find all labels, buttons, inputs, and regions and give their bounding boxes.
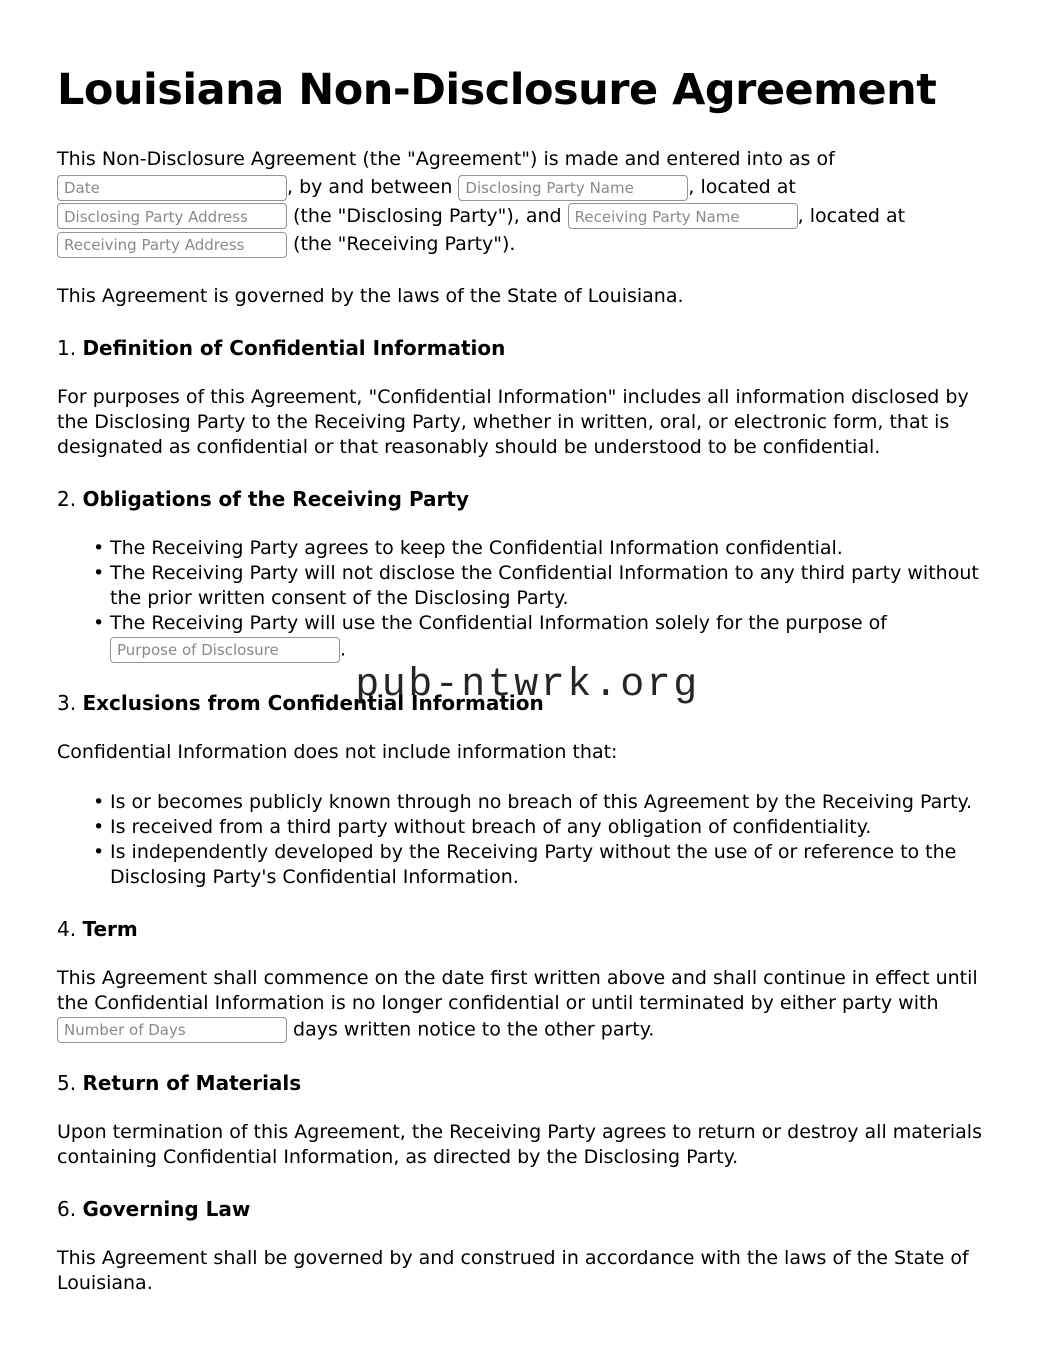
section-2-title: Obligations of the Receiving Party xyxy=(82,486,470,511)
date-input[interactable] xyxy=(57,175,287,201)
disclosing-party-name-input[interactable] xyxy=(458,175,688,201)
list-item: • Is or becomes publicly known through no breach of this Agreement by the Receiving Party. xyxy=(110,790,998,815)
section-3-heading xyxy=(57,662,998,715)
section-6-number: 6. xyxy=(57,1196,77,1221)
section-5-number: 5. xyxy=(57,1070,77,1095)
section-2-heading xyxy=(57,487,998,511)
purpose-of-disclosure-input[interactable] xyxy=(110,637,340,663)
exclusions-list xyxy=(57,790,998,890)
intro-text-after-disclosing-name: , located at xyxy=(688,176,796,199)
section-4-number: 4. xyxy=(57,916,77,941)
intro-text-after-receiving-name: , located at xyxy=(797,204,906,227)
list-item xyxy=(110,611,998,664)
number-of-days-input[interactable] xyxy=(57,1017,287,1043)
section-4-body xyxy=(57,966,998,1044)
intro-paragraph xyxy=(57,145,998,259)
intro-text-after-receiving-address: (the "Receiving Party"). xyxy=(287,233,516,256)
section-1-title: Definition of Confidential Information xyxy=(82,335,506,360)
section-4-heading xyxy=(57,917,998,941)
watermark: pub-ntwrk.org xyxy=(355,662,700,708)
section-2-number: 2. xyxy=(57,486,77,511)
section-3-intro: Confidential Information does not include information that: xyxy=(57,740,618,763)
intro-text-after-date: , by and between xyxy=(287,176,459,199)
receiving-party-address-input[interactable] xyxy=(57,232,287,258)
list-item: • The Receiving Party agrees to keep the Confidential Information confidential. xyxy=(110,536,998,561)
list-item: • Is independently developed by the Receiving Party without the use of or reference to the Disclosing Party's Confidential Information. xyxy=(110,840,998,890)
list-item: • The Receiving Party will not disclose the Confidential Information to any third party without the prior written consent of the Disclosing Party. xyxy=(110,561,998,611)
section-6-title: Governing Law xyxy=(82,1196,251,1221)
section-6-heading xyxy=(57,1197,998,1221)
receiving-party-name-input[interactable] xyxy=(568,203,798,229)
section-5-body: Upon termination of this Agreement, the Receiving Party agrees to return or destroy all materials containing Confidential Information, as directed by the Disclosing Party. xyxy=(57,1120,982,1168)
section-1-body: For purposes of this Agreement, "Confidential Information" includes all information disclosed by the Disclosing Party to the Receiving Party, whether in written, oral, or electronic form, that is designated as confidential or that reasonably should be understood to be confidential. xyxy=(57,385,969,458)
section-5-heading xyxy=(57,1071,998,1095)
purpose-text-suffix: . xyxy=(340,638,347,661)
section-1-heading xyxy=(57,336,998,360)
obligations-list xyxy=(57,536,998,664)
section-5-title: Return of Materials xyxy=(82,1070,302,1095)
purpose-text-prefix: The Receiving Party will use the Confidential Information solely for the purpose of xyxy=(110,611,887,634)
page-title: Louisiana Non-Disclosure Agreement xyxy=(57,65,937,115)
intro-text-after-disclosing-address: (the "Disclosing Party"), and xyxy=(287,204,568,227)
section-6-body: This Agreement shall be governed by and construed in accordance with the laws of the State of Louisiana. xyxy=(57,1246,969,1294)
list-item: • Is received from a third party without breach of any obligation of confidentiality. xyxy=(110,815,998,840)
section-3-number: 3. xyxy=(57,690,77,715)
section-1-number: 1. xyxy=(57,335,77,360)
term-text-before: This Agreement shall commence on the date first written above and shall continue in effect until the Confidential Information is no longer confidential or until terminated by either party with xyxy=(57,966,978,1014)
intro-text-start: This Non-Disclosure Agreement (the "Agreement") is made and entered into as of xyxy=(57,148,835,171)
disclosing-party-address-input[interactable] xyxy=(57,203,287,229)
term-text-after: days written notice to the other party. xyxy=(287,1018,655,1041)
governing-note: This Agreement is governed by the laws of the State of Louisiana. xyxy=(57,284,684,307)
section-3-title: Exclusions from Confidential Information xyxy=(82,690,544,715)
section-4-title: Term xyxy=(82,916,138,941)
